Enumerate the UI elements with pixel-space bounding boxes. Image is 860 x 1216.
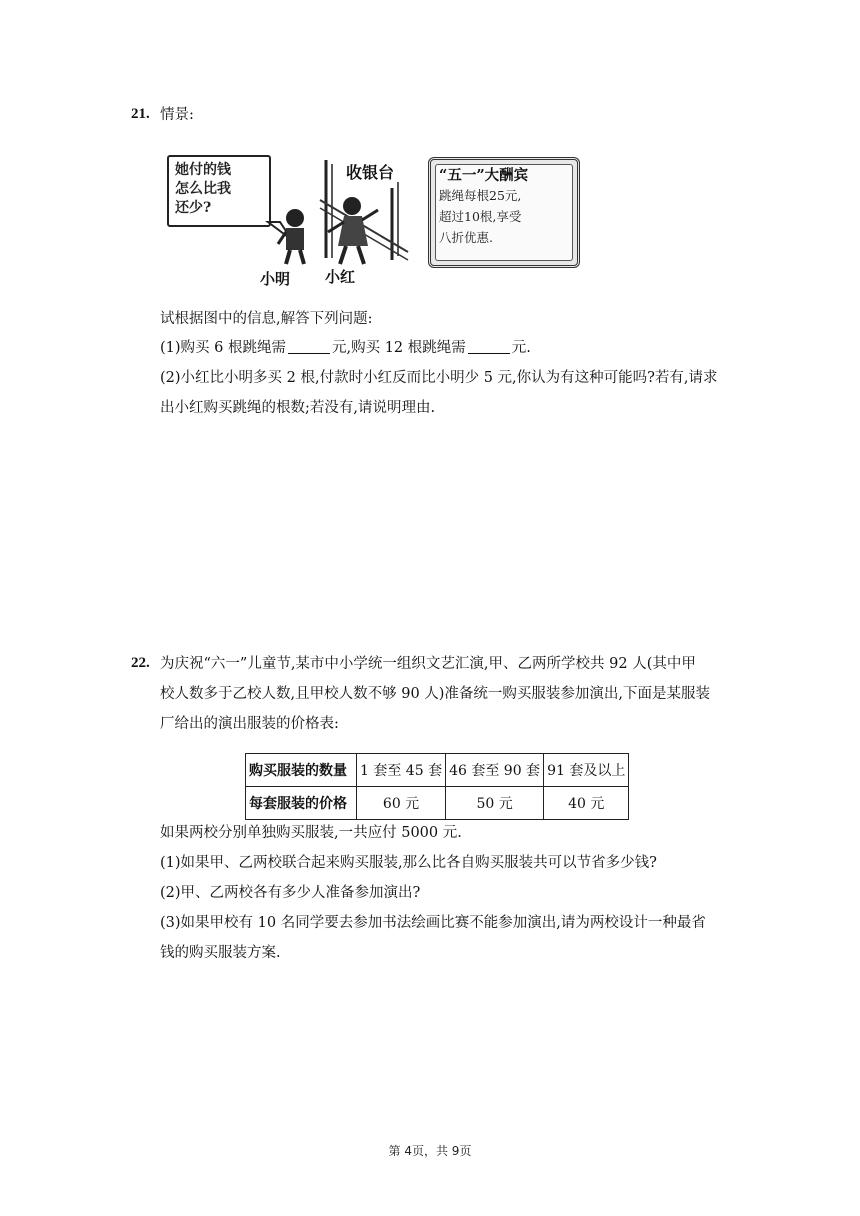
label-xiaohong: 小红 — [325, 268, 356, 286]
table-cell: 46 套至 90 套 — [446, 754, 544, 787]
page-footer: 第 4页，共 9页 — [388, 1144, 472, 1158]
promotion-sign — [428, 157, 580, 268]
cashier-label: 收银台 — [346, 163, 395, 182]
question-22-line-2: 校人数多于乙校人数,且甲校人数不够 90 人)准备统一购买服装参加演出,下面是某服装 — [160, 686, 711, 702]
promotion-sign-title: “五一”大酬宾 — [439, 167, 529, 184]
question-21-number: 21. — [131, 106, 150, 122]
question-22-number: 22. — [131, 655, 150, 671]
question-22-part-3-line-1: (3)如果甲校有 10 名同学要去参加书法绘画比赛不能参加演出,请为两校设计一种最省 — [160, 915, 706, 931]
question-21-part-1 — [160, 333, 531, 363]
answer-blank-1[interactable] — [288, 339, 330, 354]
table-cell: 50 元 — [446, 787, 544, 820]
promotion-sign-body: 跳绳每根25元, 超过10根,享受 八折优惠. — [439, 188, 522, 245]
question-22-after-table: 如果两校分别单独购买服装,一共应付 5000 元. — [160, 825, 462, 841]
question-22-part-1: (1)如果甲、乙两校联合起来购买服装,那么比各自购买服装共可以节省多少钱? — [160, 855, 657, 871]
part-1-text-a: (1)购买 6 根跳绳需 — [160, 340, 286, 356]
question-21-title: 情景: — [160, 107, 194, 123]
question-21-intro: 试根据图中的信息,解答下列问题: — [160, 311, 373, 327]
question-22-line-1: 为庆祝“六一”儿童节,某市中小学统一组织文艺汇演,甲、乙两所学校共 92 人(其中甲 — [160, 656, 696, 672]
table-header-price: 每套服装的价格 — [246, 787, 357, 820]
table-cell: 91 套及以上 — [544, 754, 629, 787]
table-row — [246, 787, 629, 820]
table-cell: 60 元 — [357, 787, 446, 820]
table-header-quantity: 购买服装的数量 — [246, 754, 357, 787]
question-21-part-2-line-1: (2)小红比小明多买 2 根,付款时小红反而比小明少 5 元,你认为有这种可能吗?若有,请求 — [160, 370, 718, 386]
label-xiaoming: 小明 — [260, 270, 291, 288]
speech-bubble-text: 她付的钱 怎么比我 还少? — [175, 162, 231, 216]
table-row — [246, 754, 629, 787]
price-table — [245, 753, 629, 820]
question-22-part-2: (2)甲、乙两校各有多少人准备参加演出? — [160, 885, 421, 901]
part-1-text-c: 元. — [511, 340, 531, 356]
part-1-text-b: 元,购买 12 根跳绳需 — [331, 340, 466, 356]
question-22-part-3-line-2: 钱的购买服装方案. — [160, 945, 281, 961]
table-cell: 1 套至 45 套 — [357, 754, 446, 787]
question-22-line-3: 厂给出的演出服装的价格表: — [160, 716, 339, 732]
table-cell: 40 元 — [544, 787, 629, 820]
question-21-part-2-line-2: 出小红购买跳绳的根数;若没有,请说明理由. — [160, 400, 436, 416]
answer-blank-2[interactable] — [468, 339, 510, 354]
